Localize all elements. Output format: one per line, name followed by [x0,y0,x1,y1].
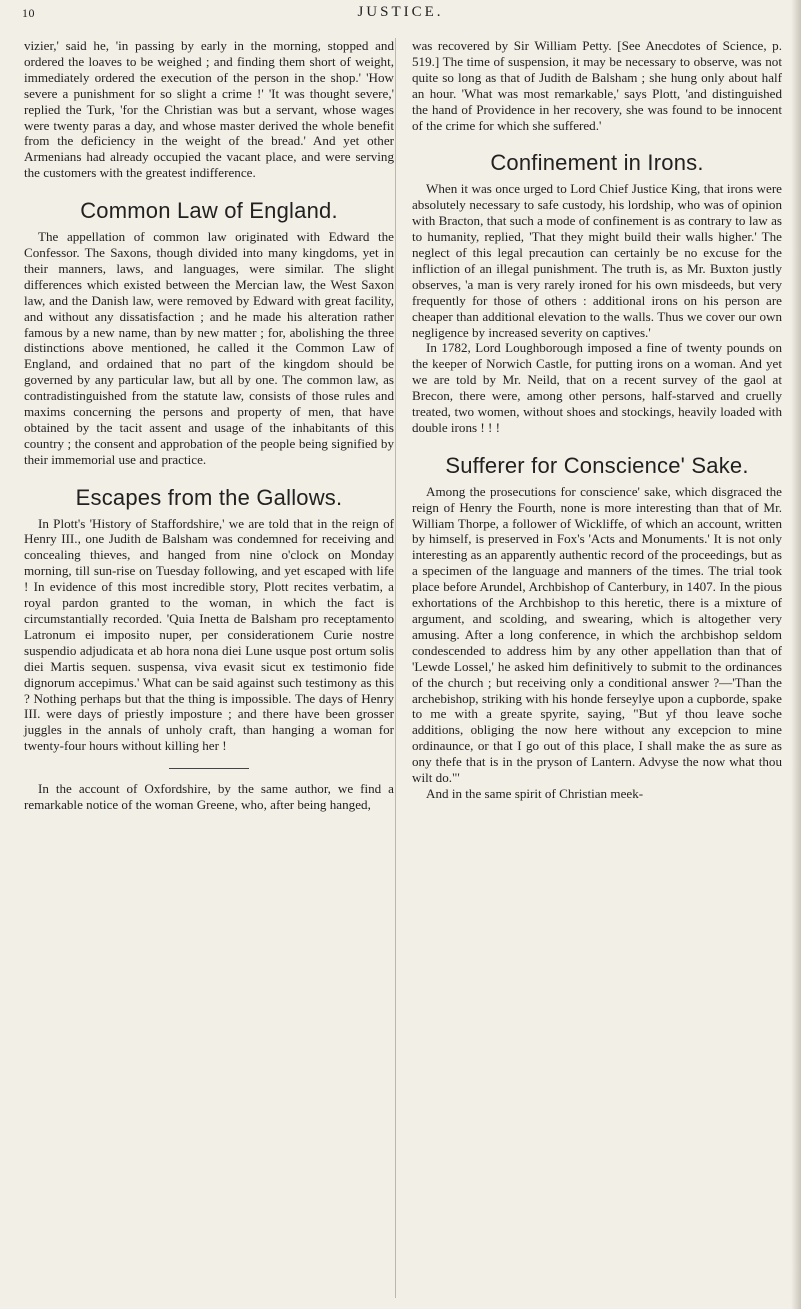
paragraph-judith-balsham: In Plott's 'History of Staffordshire,' we are told that in the reign of Henry III., one Judith de Balsham was condemned for receiving and concealing thieves, and hanged from nine o'clock on Monday morning, till sun-rise on Tuesday following, and yet escaped with life ! In evidence of this most incredible story, Plott recites verbatim, a royal pardon granted to the woman, in which the fact is circumstantially recorded. 'Quia Inetta de Balsham pro receptamento Latronum ei imposito nuper, per considerationem Curie nostre suspendio adjudicata et ab hora nona diei Lune usque post ortum solis diei Martis sequen. suspensa, viva evasit sicut ex testimonio fide dignorum accepimus.' What can be said against such testimony as this ? Nothing perhaps but that the thing is impossible. The days of Henry III. were days of priestly imposture ; and there have been grosser juggles in the annals of unholy craft, than hanging a woman for twenty-four hours without killing her ! [24,515,394,754]
paragraph-loughborough: In 1782, Lord Loughborough imposed a fine of twenty pounds on the keeper of Norwich Castle, for putting irons on a woman. And yet we are told by Mr. Neild, that on a recent survey of the gaol at Brecon, there were, among other persons, half-starved and cruelly treated, two women, without shoes and stockings, heavily loaded with double irons ! ! ! [412,340,782,435]
paragraph-turkish-baker: vizier,' said he, 'in passing by early in the morning, stopped and ordered the loaves to be weighed ; and finding them short of weight, immediately ordered the execution of the person in the shop.' 'How severe a punishment for so slight a crime !' 'It was thought severe,' replied the Turk, 'for the Christian was but a servant, whose wages were twenty paras a day, and whose master derived the whole benefit from the deficiency in the weight of the bread.' And yet other Armenians had already occupied the vacant place, and were serving the customers with the greatest indifference. [24,38,394,181]
column-divider [395,38,396,1298]
running-head: JUSTICE. [357,4,444,20]
heading-common-law: Common Law of England. [80,198,338,224]
paragraph-oxfordshire: In the account of Oxfordshire, by the same author, we find a remarkable notice of the woman Greene, who, after being hanged, [24,781,394,813]
heading-escapes-gallows: Escapes from the Gallows. [75,484,343,510]
paragraph-william-thorpe: Among the prosecutions for conscience' sake, which disgraced the reign of Henry the Fourth, none is more interesting than that of Mr. William Thorpe, a follower of Wickliffe, of which an account, written by himself, is preserved in Fox's 'Acts and Monuments.' It is not only interesting as an apparently authentic record of the proceedings, but as a specimen of the language and manners of the times. The trial took place before Arundel, Archbishop of Canterbury, in 1407. In the pious exhortations of the Archbishop to this heretic, there is a mixture of argument, and scolding, and swearing, which is altogether very amusing. After a long conference, in which the archbishop seldom condescended to address him by any other appellation than that of 'Lewde Lossel,' he asked him definitively to submit to the ordinances of the church ; but receiving only a conditional answer ?—'Than the archebishop, striking with his honde ferseylye upon a cupborde, spake to me with a greate spyrite, saying, "But yf thou leave soche additions, obliging the now here without any excepcion to mine ordinaunce, or that I go out of this place, I shall make the as sure as ony thefe that is in the pryson of Lantern. Advyse the now what thou wilt do."' [412,483,782,786]
page-edge-shadow [791,0,801,1309]
paragraph-christian-meekness: And in the same spirit of Christian meek- [426,785,644,801]
heading-confinement-irons: Confinement in Irons. [490,150,704,176]
heading-conscience-sake: Sufferer for Conscience' Sake. [445,452,749,478]
paragraph-chief-justice-king: When it was once urged to Lord Chief Justice King, that irons were absolutely necessary to safe custody, his lordship, who was of opinion with Bracton, that such a mode of confinement is as contrary to law as to humanity, replied, 'That they might build their walls higher.' The neglect of this legal precaution can certainly be no excuse for the infliction of an illegal punishment. The truth is, as Mr. Buxton justly observes, 'a man is very rarely ironed for his own misdeeds, but very frequently for those of others : additional irons on his person are cheaper than additional elevation to the walls. Thus we cover our own negligence by increased severity on captives.' [412,181,782,340]
page-number: 10 [22,6,35,20]
paragraph-common-law: The appellation of common law originated with Edward the Confessor. The Saxons, though divided into many kingdoms, yet in their manners, laws, and languages, were similar. The slight differences which existed between the Mercian law, the West Saxon law, and the Danish law, were removed by Edward with great facility, and without any dissatisfaction ; and he made his alteration rather famous by a new name, than by new matter ; for, abolishing the three distinctions above mentioned, he called it the Common Law of England, and ordained that no part of the kingdom should be governed by any particular law, but all by one. The common law, as contradistinguished from the statute law, consists of those rules and maxims concerning the persons and property of men, that have obtained by the tacit assent and usage of the inhabitants of this country ; the consent and approbation of the people being signified by their immemorial use and practice. [24,229,394,467]
right-column [412,38,782,802]
section-divider [169,768,249,769]
paragraph-petty-recovery: was recovered by Sir William Petty. [See Anecdotes of Science, p. 519.] The time of suspension, it may be necessary to observe, was not quite so long as that of Judith de Balsham ; she hung only about half an hour. 'What was most remarkable,' says Plott, 'and distinguished the hand of Providence in her recovery, she was found to be innocent of the crime for which she suffered.' [412,38,782,133]
left-column [24,38,394,813]
